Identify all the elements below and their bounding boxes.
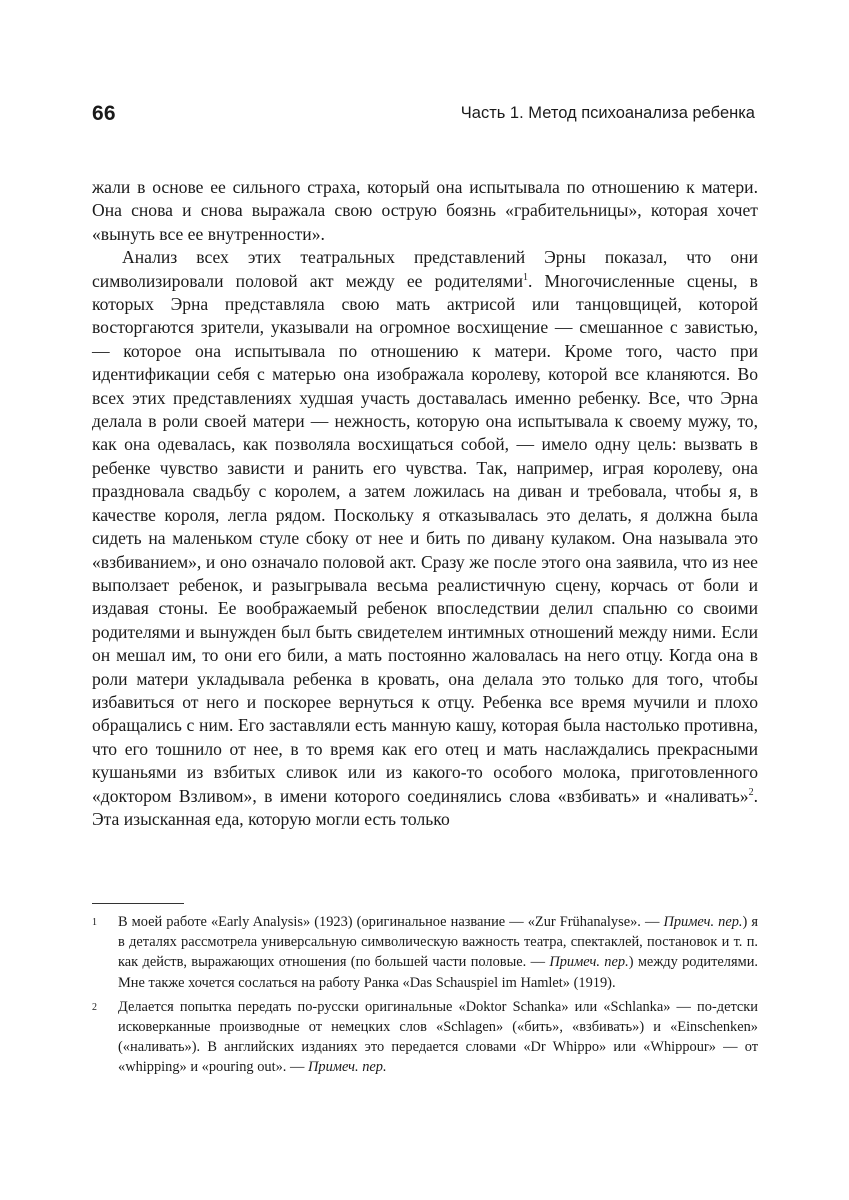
footnote-ref-2: 2 xyxy=(748,786,754,798)
paragraph-2-part-b: . Многочисленные сцены, в которых Эрна представляла свою мать актрисой или танцовщицей, которой восторгаются зрители, указывали на огромное восхищение — смешанное с завистью, — которое она испытывала по отношению к матери. Кроме того, часто при идентификации себя с матерью она изображала королеву, которой все кланяются. Во всех этих представлениях худшая участь доставалась именно ребенку. Все, что Эрна делала в роли своей матери — нежность, которую она испытывала к своему мужу, то, как она одевалась, как позволяла восхищаться собой, — имело одну цель: вызвать в ребенке чувство зависти и ранить его чувства. Так, например, играя королеву, она праздновала свадьбу с королем, а затем ложилась на диван и требовала, чтобы я, в качестве короля, легла рядом. Поскольку я отказывалась это делать, я должна была сидеть на маленьком стуле сбоку от нее и бить по дивану кулаком. Она называла это «взбиванием», и оно означало половой акт. Сразу же после этого она заявила, что из нее выползает ребенок, и разыгрывала весьма реалистичную сцену, корчась от боли и издавая стоны. Ее воображаемый ребенок впоследствии делил спальню со своими родителями и вынужден был быть свидетелем интимных отношений между ними. Если он мешал им, то они его били, а мать постоянно жаловалась на него отцу. Когда она в роли матери укладывала ребенка в кровать, она делала это только для того, чтобы избавиться от него и поскорее вернуться к отцу. Ребенка все время мучили и плохо обращались с ним. Его заставляли есть манную кашу, которая была настолько противна, что его тошнило от нее, в то время как его отец и мать наслаждались прекрасными кушаньями из взбитых сливок или из какого-то особого молока, приготовленного «доктором Взливом», в имени которого соединялись слова «взбивать» и «наливать» xyxy=(92,270,758,806)
footnote-text: ) между родителями. Мне также хочется сослаться на работу Ранка «Das Schauspiel im Hamlet» (1919). xyxy=(118,954,758,991)
footnote-text: ) я в деталях рассмотрела универсальную символическую важность театра, спектаклей, постановок и т. п. как действ, выражающих отношения (по большей части половые. — xyxy=(118,914,758,971)
paragraph-2-part-a: Анализ всех этих театральных представлений Эрны показал, что они символизировали половой акт между ее родителями xyxy=(92,247,758,291)
footnotes xyxy=(92,912,758,1082)
footnote-italic: Примеч. пер. xyxy=(663,914,743,930)
footnote-number: 2 xyxy=(92,1001,97,1013)
footnote-1 xyxy=(92,912,758,993)
footnote-2 xyxy=(92,997,758,1078)
page-number: 66 xyxy=(92,102,116,125)
paragraph-1: жали в основе ее сильного страха, который она испытывала по отношению к матери. Она снова и снова выражала свою острую боязнь «грабительницы», которая хочет «вынуть все ее внутренности». xyxy=(92,177,758,244)
footnote-number: 1 xyxy=(92,917,97,928)
running-header: Часть 1. Метод психоанализа ребенка xyxy=(460,104,755,122)
footnote-separator xyxy=(92,903,184,904)
footnote-text: Делается попытка передать по-русски оригинальные «Doktor Schanka» или «Schlanka» — по-детски исковерканные производные от немецких слов «Schlagen» («бить», «взбивать») и «Einschenken» («наливать»). В английских изданиях это передается словами «Dr Whippo» или «Whippour» — от «whipping» и «pouring out». — xyxy=(118,998,758,1076)
footnote-italic: Примеч. пер. xyxy=(549,954,629,971)
footnote-italic: Примеч. пер. xyxy=(307,1059,387,1076)
footnote-text: В моей работе «Early Analysis» (1923) (оригинальное название — «Zur Frühanalyse». — xyxy=(118,914,664,930)
paragraph-2-part-c: . Эта изысканная еда, которую могли есть только xyxy=(92,785,758,829)
paragraph-2 xyxy=(92,246,758,831)
footnote-ref-1: 1 xyxy=(522,271,528,283)
main-text xyxy=(92,176,758,831)
